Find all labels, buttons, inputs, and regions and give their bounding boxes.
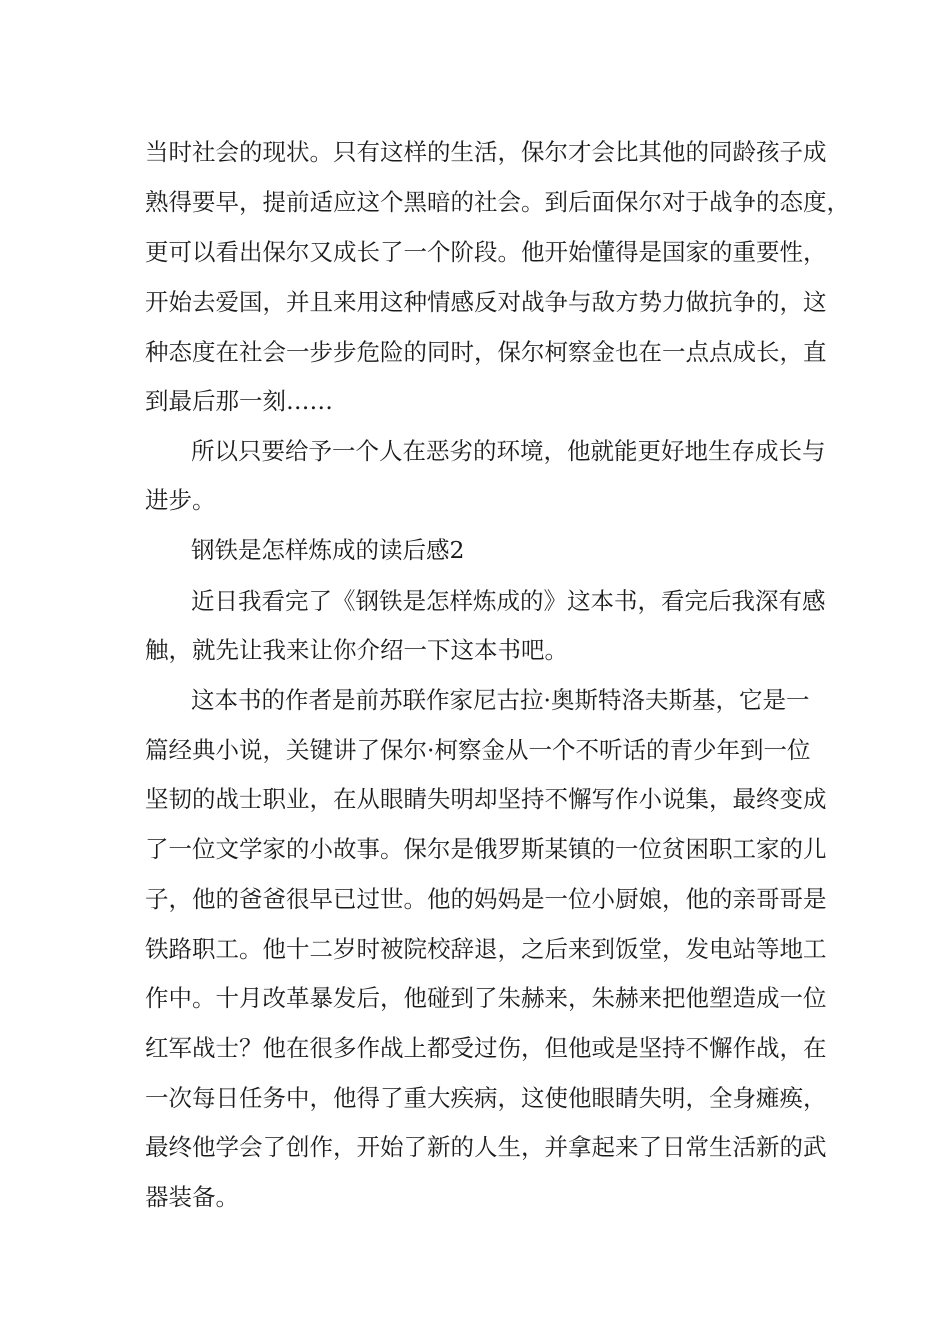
paragraph-line: 当时社会的现状。只有这样的生活，保尔才会比其他的同龄孩子成 [145,138,827,166]
paragraph-line: 坚韧的战士职业，在从眼睛失明却坚持不懈写作小说集，最终变成 [145,785,827,813]
paragraph-line: 近日我看完了《钢铁是怎样炼成的》这本书，看完后我深有感 [191,587,826,615]
paragraph-line: 红军战士？他在很多作战上都受过伤，但他或是坚持不懈作战，在 [145,1034,827,1062]
paragraph-line: 器装备。 [145,1183,239,1211]
paragraph-line: 铁路职工。他十二岁时被院校辞退，之后来到饭堂，发电站等地工 [145,935,827,963]
paragraph-line: 种态度在社会一步步危险的同时，保尔柯察金也在一点点成长，直 [145,338,827,366]
paragraph-line: 所以只要给予一个人在恶劣的环境，他就能更好地生存成长与 [191,437,826,465]
paragraph-line: 到最后那一刻…… [145,387,333,415]
section-heading: 钢铁是怎样炼成的读后感2 [191,536,465,564]
paragraph-line: 触，就先让我来让你介绍一下这本书吧。 [145,636,568,664]
paragraph-line: 进步。 [145,486,216,514]
paragraph-line: 了一位文学家的小故事。保尔是俄罗斯某镇的一位贫困职工家的儿 [145,835,827,863]
paragraph-line: 这本书的作者是前苏联作家尼古拉·奥斯特洛夫斯基，它是一 [191,686,810,714]
paragraph-line: 最终他学会了创作，开始了新的人生，并拿起来了日常生活新的武 [145,1133,827,1161]
paragraph-line: 子，他的爸爸很早已过世。他的妈妈是一位小厨娘，他的亲哥哥是 [145,885,827,913]
paragraph-line: 熟得要早，提前适应这个黑暗的社会。到后面保尔对于战争的态度， [145,188,850,216]
paragraph-line: 篇经典小说，关键讲了保尔·柯察金从一个不听话的青少年到一位 [145,736,811,764]
paragraph-line: 开始去爱国，并且来用这种情感反对战争与敌方势力做抗争的，这 [145,288,827,316]
paragraph-line: 更可以看出保尔又成长了一个阶段。他开始懂得是国家的重要性， [145,238,827,266]
paragraph-line: 作中。十月改革暴发后，他碰到了朱赫来，朱赫来把他塑造成一位 [145,984,827,1012]
paragraph-line: 一次每日任务中，他得了重大疾病，这使他眼睛失明，全身瘫痪， [145,1084,827,1112]
